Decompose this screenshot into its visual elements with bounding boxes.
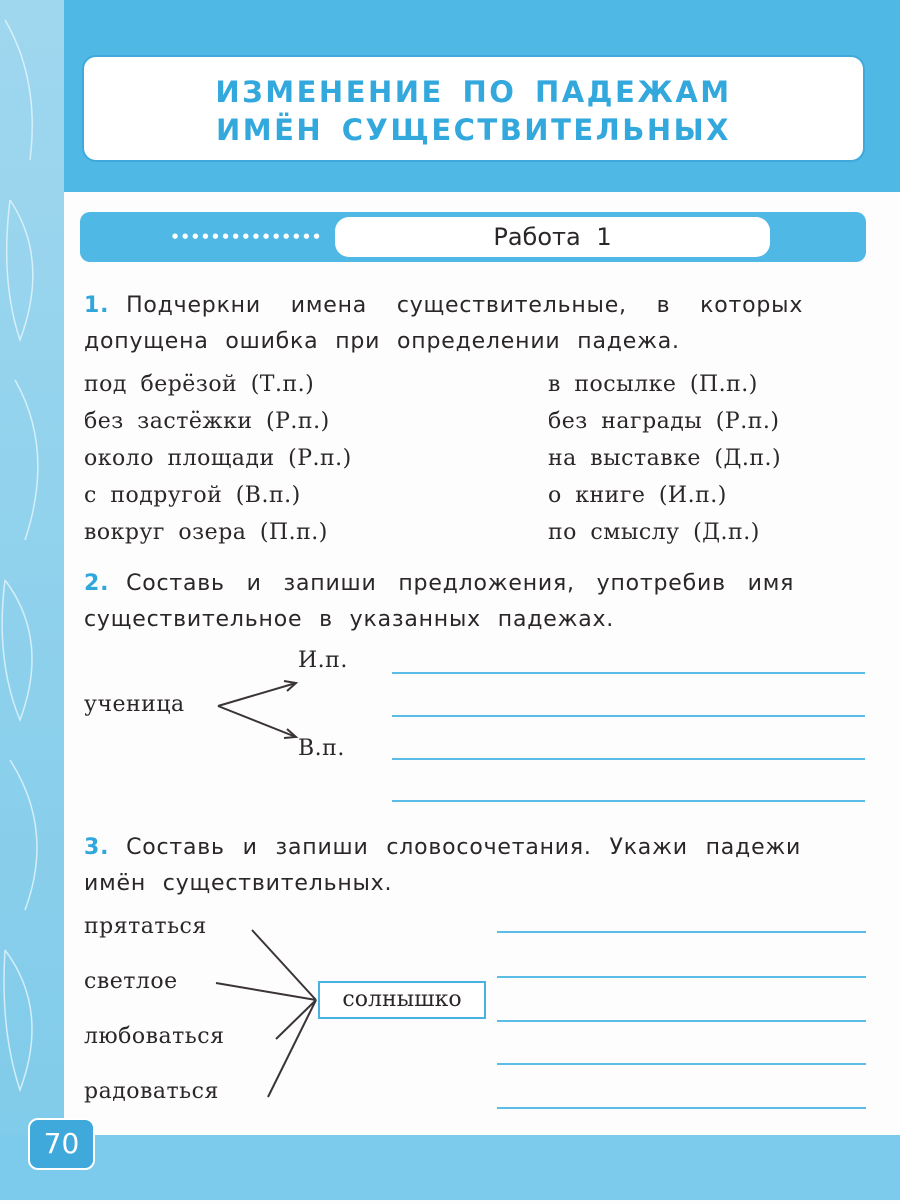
- case-label-accusative: В.п.: [298, 736, 345, 761]
- list-item: вокруг озера (П.п.): [84, 520, 328, 545]
- task3-line1: Составь и запиши словосочетания. Укажи падежи: [126, 835, 802, 860]
- title-line-1: ИЗМЕНЕНИЕ ПО ПАДЕЖАМ: [215, 75, 732, 109]
- answer-line[interactable]: [497, 1107, 866, 1109]
- task1-line1: Подчеркни имена существительные, в которых: [126, 293, 804, 318]
- task3-instruction: [84, 830, 801, 902]
- list-item: без застёжки (Р.п.): [84, 409, 330, 434]
- list-item: под берёзой (Т.п.): [84, 372, 315, 397]
- word-item: светлое: [84, 969, 178, 994]
- center-word-box: солнышко: [318, 981, 486, 1019]
- answer-line[interactable]: [497, 931, 866, 933]
- answer-line[interactable]: [392, 758, 865, 760]
- task3-number: 3.: [84, 835, 110, 860]
- task3-line2: имён существительных.: [84, 871, 393, 896]
- list-item: по смыслу (Д.п.): [548, 520, 760, 545]
- list-item: в посылке (П.п.): [548, 372, 758, 397]
- answer-line[interactable]: [392, 800, 865, 802]
- task2-number: 2.: [84, 571, 110, 596]
- answer-line[interactable]: [392, 715, 865, 717]
- work-label: Работа 1: [335, 217, 770, 257]
- answer-line[interactable]: [497, 976, 866, 978]
- page-number: 70: [28, 1118, 95, 1170]
- word-item: радоваться: [84, 1079, 219, 1104]
- list-item: без награды (Р.п.): [548, 409, 780, 434]
- dots-right: ●●●●●●●●●●●●●●●: [595, 232, 747, 240]
- task2-line2: существительное в указанных падежах.: [84, 607, 615, 632]
- list-item: с подругой (В.п.): [84, 483, 301, 508]
- list-item: на выставке (Д.п.): [548, 446, 782, 471]
- answer-line[interactable]: [392, 672, 865, 674]
- list-item: о книге (И.п.): [548, 483, 727, 508]
- list-item: около площади (Р.п.): [84, 446, 352, 471]
- word-item: любоваться: [84, 1024, 225, 1049]
- answer-line[interactable]: [497, 1020, 866, 1022]
- dots-left: ●●●●●●●●●●●●●●●: [172, 232, 324, 240]
- task1-number: 1.: [84, 293, 110, 318]
- answer-line[interactable]: [497, 1063, 866, 1065]
- title-line-2: ИМЁН СУЩЕСТВИТЕЛЬНЫХ: [215, 113, 732, 147]
- task2-line1: Составь и запиши предложения, употребив имя: [126, 571, 795, 596]
- word-item: прятаться: [84, 914, 207, 939]
- case-label-nominative: И.п.: [298, 648, 348, 673]
- task1-line2: допущена ошибка при определении падежа.: [84, 329, 680, 354]
- word-uchenitsa: ученица: [84, 692, 185, 717]
